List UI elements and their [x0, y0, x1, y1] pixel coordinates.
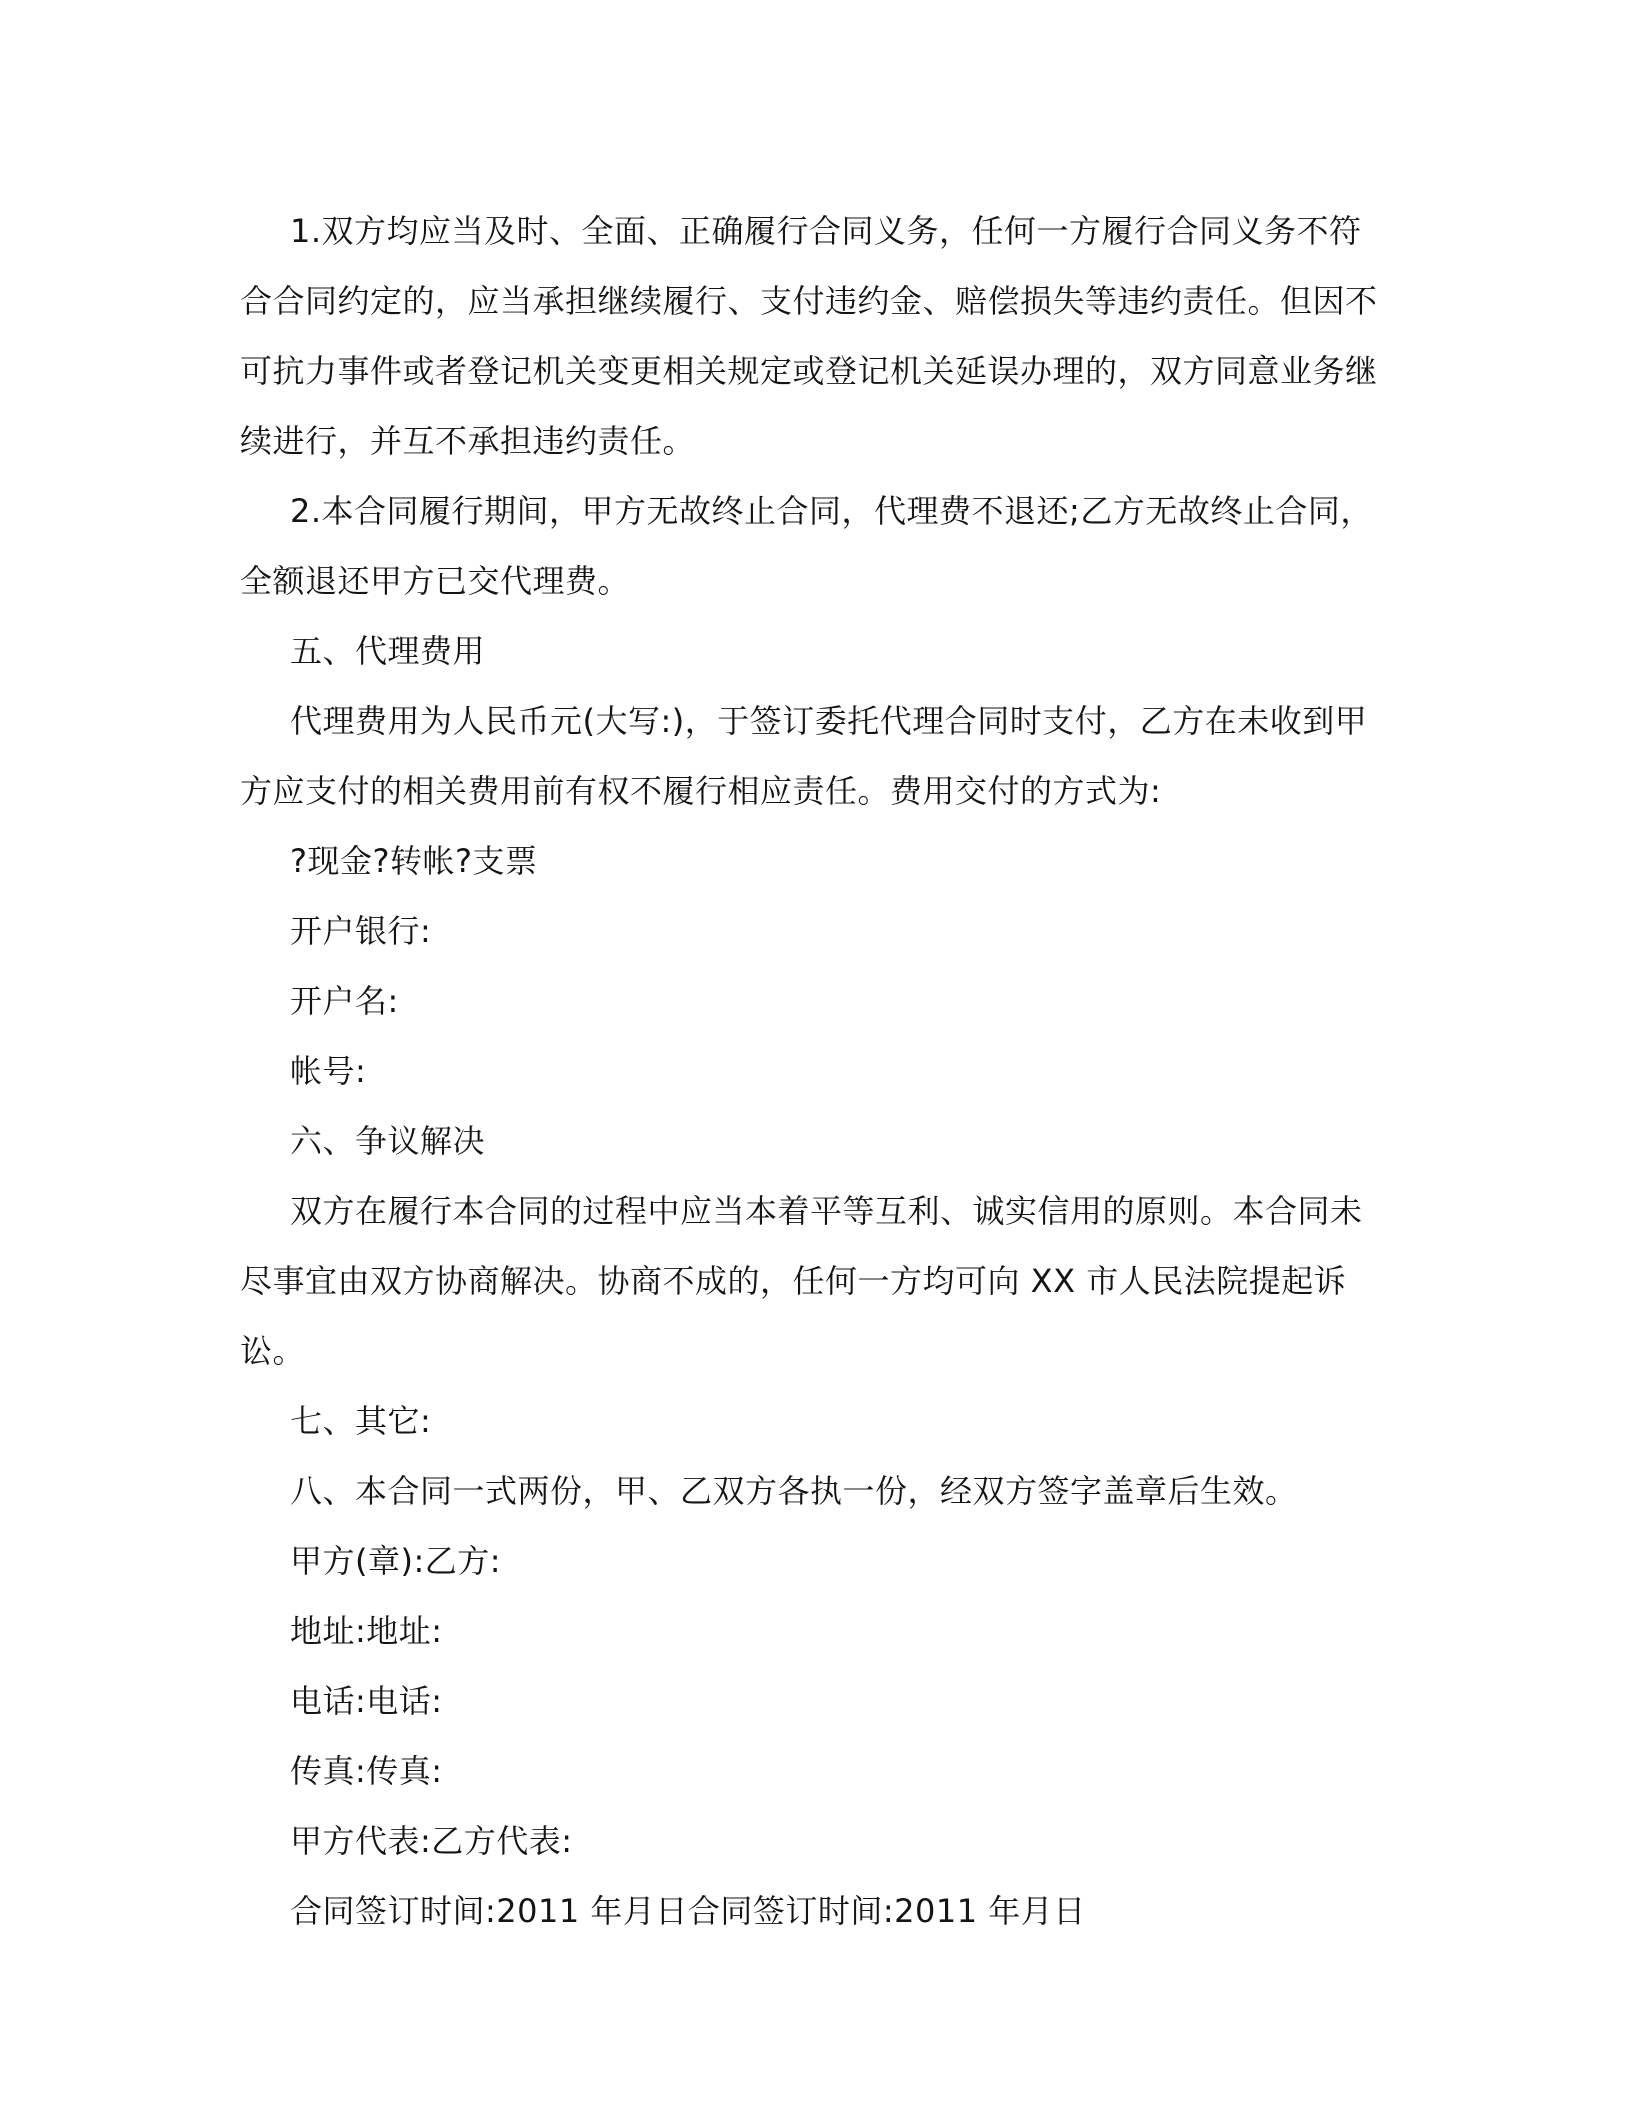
- document-page: [240, 196, 1385, 1946]
- section-heading-agency-fee: 五、代理费用: [290, 632, 486, 670]
- account-name-field: 开户名:: [290, 982, 399, 1020]
- payment-methods: ?现金?转帐?支票: [290, 842, 538, 880]
- section-eight-copies: 八、本合同一式两份，甲、乙双方各执一份，经双方签字盖章后生效。: [290, 1472, 1298, 1510]
- party-seal-line: 甲方(章):乙方:: [290, 1542, 502, 1580]
- section-heading-dispute: 六、争议解决: [290, 1122, 486, 1160]
- bank-name-field: 开户银行:: [290, 912, 432, 950]
- agency-fee-text: 代理费用为人民币元(大写:)，于签订委托代理合同时支付，乙方在未收到甲方应支付的相关费用前有权不履行相应责任。费用交付的方式为:: [240, 702, 1368, 810]
- account-number-field: 帐号:: [290, 1052, 367, 1090]
- clause-2-termination: 2.本合同履行期间，甲方无故终止合同，代理费不退还;乙方无故终止合同，全额退还甲方已交代理费。: [240, 492, 1373, 600]
- address-line: 地址:地址:: [290, 1612, 443, 1650]
- phone-line: 电话:电话:: [290, 1682, 443, 1720]
- dispute-resolution-text: 双方在履行本合同的过程中应当本着平等互利、诚实信用的原则。本合同未尽事宜由双方协商解决。协商不成的，任何一方均可向 XX 市人民法院提起诉讼。: [240, 1192, 1363, 1370]
- signing-date-line: 合同签订时间:2011 年月日合同签订时间:2011 年月日: [290, 1892, 1086, 1930]
- section-heading-other: 七、其它:: [290, 1402, 432, 1440]
- representative-line: 甲方代表:乙方代表:: [290, 1822, 573, 1860]
- clause-1-breach-liability: 1.双方均应当及时、全面、正确履行合同义务，任何一方履行合同义务不符合合同约定的，应当承担继续履行、支付违约金、赔偿损失等违约责任。但因不可抗力事件或者登记机关变更相关规定或登记机关延误办理的，双方同意业务继续进行，并互不承担违约责任。: [240, 212, 1378, 460]
- fax-line: 传真:传真:: [290, 1752, 443, 1790]
